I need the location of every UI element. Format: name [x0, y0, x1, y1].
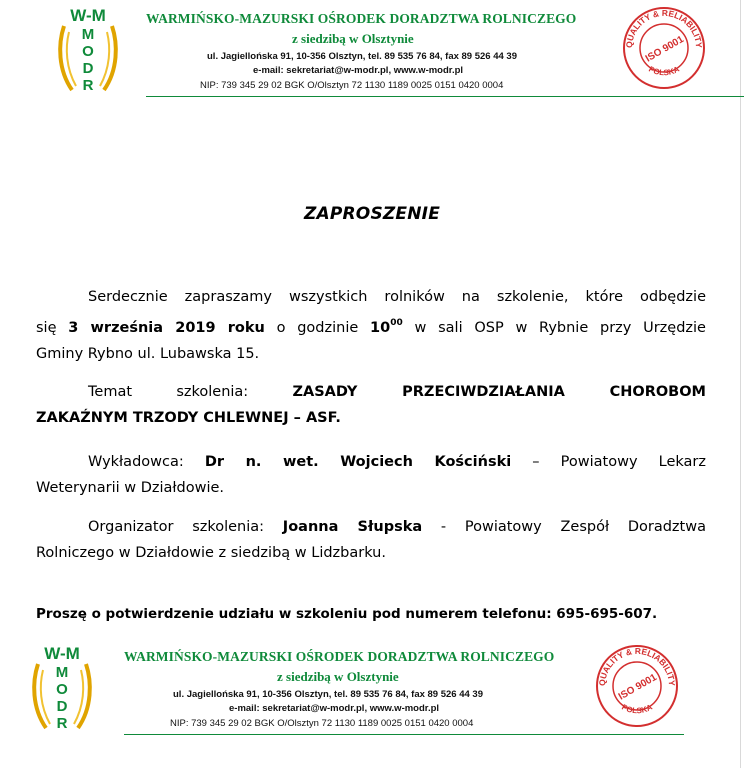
p1-line-1: Serdecznie zapraszamy wszystkich rolników na szkolenie, które odbędzie: [88, 289, 706, 305]
org-subtitle: z siedzibą w Olsztynie: [292, 31, 414, 46]
organizer-role-1: - Powiatowy Zespół Doradztwa: [422, 519, 706, 535]
letterhead-top: [0, 0, 744, 110]
org-address: ul. Jagiellońska 91, 10-356 Olsztyn, tel. 89 535 76 84, fax 89 526 44 39: [207, 51, 517, 62]
confirmation-request: Proszę o potwierdzenie udziału w szkoleniu pod numerem telefonu: 695-695-607.: [36, 606, 658, 622]
logo-letter-o: O: [82, 43, 94, 60]
topic-label: Temat szkolenia:: [88, 384, 293, 400]
org-address: ul. Jagiellońska 91, 10-356 Olsztyn, tel. 89 535 76 84, fax 89 526 44 39: [173, 689, 483, 700]
seal-ring-text: QUALITY & RELIABILITY: [596, 645, 678, 687]
p1-text-c: o godzinie: [264, 320, 371, 336]
letterhead-rule: [124, 734, 684, 735]
logo-letter-m: M: [55, 664, 69, 681]
paragraph-organizer: [36, 514, 706, 566]
seal-center-text: ISO 9001: [643, 33, 686, 65]
seal-bottom-text: POLSKA: [647, 64, 681, 78]
wmodr-logo: [56, 6, 120, 92]
p2-line-1: [36, 379, 706, 405]
organizer-role-2: Rolniczego w Działdowie z siedzibą w Lidzbarku.: [36, 545, 386, 561]
paragraph-invitation: [36, 284, 706, 367]
organizer-name: Joanna Słupska: [282, 519, 423, 535]
svg-text:POLSKA: [620, 702, 654, 715]
logo-letter-r: R: [82, 77, 94, 92]
seal-bottom-text: POLSKA: [620, 702, 654, 716]
p4-line-1: [36, 514, 706, 540]
lecturer-role-1: – Powiatowy Lekarz: [511, 454, 706, 470]
org-bank: NIP: 739 345 29 02 BGK O/Olsztyn 72 1130 1189 0025 0151 0420 0004: [200, 80, 504, 91]
wheat-logo-icon: [30, 662, 94, 730]
lecturer-label: Wykładowca:: [88, 454, 205, 470]
event-hour: 10: [370, 320, 391, 336]
p1-line-3: Gminy Rybno ul. Lubawska 15.: [36, 346, 260, 362]
iso-seal-icon: [595, 644, 679, 728]
p1-line-2: [36, 310, 706, 341]
p1-text-b: się: [36, 320, 69, 336]
logo-letter-d: D: [56, 698, 68, 715]
wheat-logo-icon: [56, 24, 120, 92]
iso-seal-icon: [622, 6, 706, 90]
event-minutes: 00: [390, 318, 403, 328]
event-date: 3 września 2019 roku: [68, 320, 265, 336]
topic-text-2: ZAKAŹNYM TRZODY CHLEWNEJ – ASF.: [36, 410, 341, 426]
logo-text: W-M: [44, 644, 80, 663]
logo-letter-r: R: [56, 715, 68, 730]
logo-letter-d: D: [82, 60, 94, 77]
lecturer-role-2: Weterynarii w Działdowie.: [36, 480, 225, 496]
wmodr-logo: [30, 644, 94, 730]
lecturer-name: Dr n. wet. Wojciech Kościński: [204, 454, 512, 470]
paragraph-topic: [36, 379, 706, 431]
org-email: e-mail: sekretariat@w-modr.pl, www.w-modr.pl: [229, 703, 440, 714]
p1-text-d: w sali OSP w Rybnie przy Urzędzie: [402, 320, 706, 336]
org-email: e-mail: sekretariat@w-modr.pl, www.w-modr.pl: [253, 65, 464, 76]
seal-center-text: ISO 9001: [616, 671, 659, 703]
logo-letter-o: O: [56, 681, 68, 698]
letter-title: ZAPROSZENIE: [303, 204, 441, 224]
svg-text:POLSKA: [647, 64, 681, 77]
organizer-label: Organizator szkolenia:: [88, 519, 283, 535]
topic-text-1: ZASADY PRZECIWDZIAŁANIA CHOROBOM: [292, 384, 706, 400]
paragraph-lecturer: [36, 449, 706, 501]
letterhead-bottom: [0, 638, 744, 748]
p3-line-1: [36, 449, 706, 475]
logo-text: W-M: [70, 6, 106, 25]
seal-ring-text: QUALITY & RELIABILITY: [623, 7, 705, 49]
org-subtitle: z siedzibą w Olsztynie: [277, 669, 399, 684]
org-name: WARMIŃSKO-MAZURSKI OŚRODEK DORADZTWA ROLNICZEGO: [146, 11, 577, 26]
logo-letter-m: M: [81, 26, 95, 43]
letterhead-rule: [146, 96, 744, 97]
org-bank: NIP: 739 345 29 02 BGK O/Olsztyn 72 1130 1189 0025 0151 0420 0004: [170, 718, 474, 729]
org-name: WARMIŃSKO-MAZURSKI OŚRODEK DORADZTWA ROLNICZEGO: [124, 649, 555, 664]
